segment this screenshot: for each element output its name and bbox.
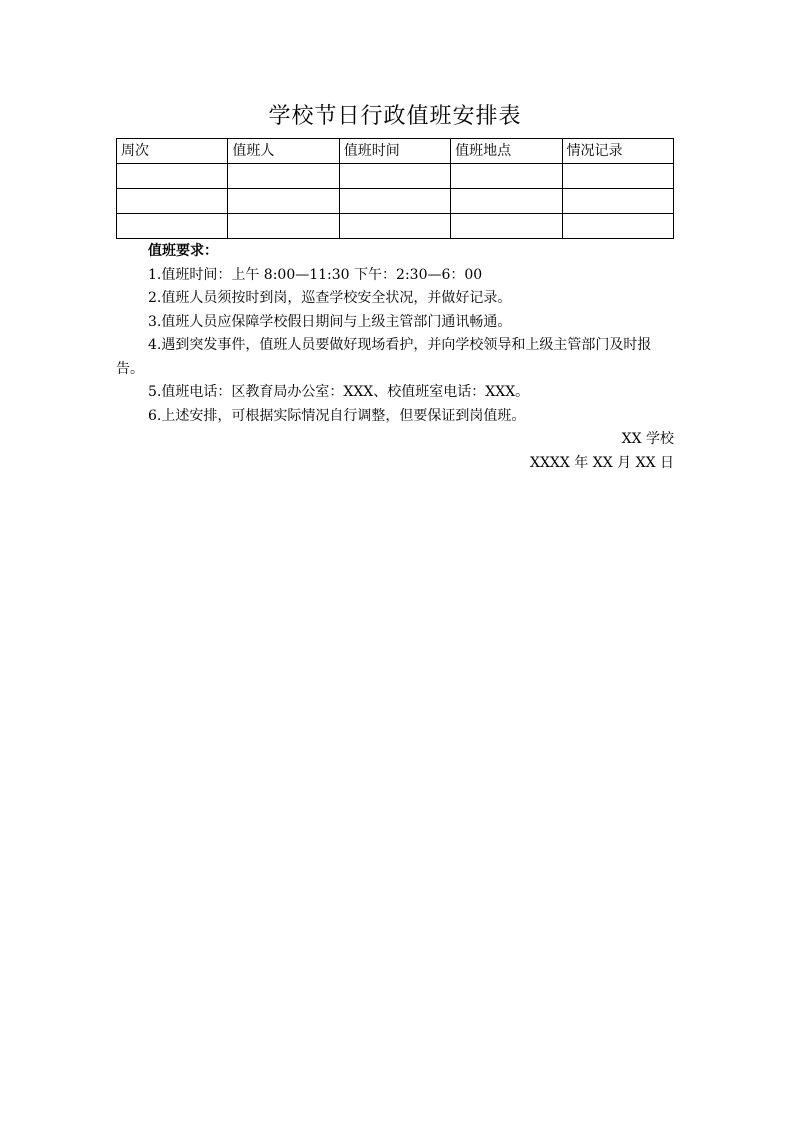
requirement-item: 6.上述安排，可根据实际情况自行调整，但要保证到岗值班。 xyxy=(148,407,526,424)
table-cell xyxy=(562,164,673,189)
column-header-week: 周次 xyxy=(117,139,228,164)
column-header-duty-person: 值班人 xyxy=(228,139,339,164)
table-cell xyxy=(117,189,228,214)
requirement-item: 3.值班人员应保障学校假日期间与上级主管部门通讯畅通。 xyxy=(148,313,512,330)
signature-school: XX 学校 xyxy=(621,431,674,447)
table-cell xyxy=(339,214,450,239)
document-title: 学校节日行政值班安排表 xyxy=(268,104,522,129)
table-header-row xyxy=(117,139,674,164)
table-cell xyxy=(451,164,562,189)
duty-requirements xyxy=(116,240,674,428)
column-header-duty-location: 值班地点 xyxy=(451,139,562,164)
requirement-item: 1.值班时间：上午 8:00—11:30 下午：2:30—6：00 xyxy=(148,266,483,283)
column-header-duty-time: 值班时间 xyxy=(339,139,450,164)
signature-date: XXXX 年 XX 月 XX 日 xyxy=(530,454,674,471)
table-cell xyxy=(117,214,228,239)
table-cell xyxy=(228,214,339,239)
table-row xyxy=(117,189,674,214)
table-cell xyxy=(117,164,228,189)
table-cell xyxy=(339,189,450,214)
column-header-record: 情况记录 xyxy=(562,139,673,164)
table-cell xyxy=(451,189,562,214)
requirement-item: 4.遇到突发事件，值班人员要做好现场看护，并向学校领导和上级主管部门及时报告。 xyxy=(116,337,652,377)
requirement-item: 5.值班电话：区教育局办公室：XXX、校值班室电话：XXX。 xyxy=(148,384,530,400)
table-cell xyxy=(339,164,450,189)
table-cell xyxy=(562,189,673,214)
requirements-heading: 值班要求： xyxy=(148,243,218,259)
table-cell xyxy=(562,214,673,239)
requirement-item: 2.值班人员须按时到岗，巡查学校安全状况，并做好记录。 xyxy=(148,290,512,306)
table-cell xyxy=(228,164,339,189)
table-cell xyxy=(228,189,339,214)
duty-schedule-table xyxy=(116,138,674,239)
table-cell xyxy=(451,214,562,239)
document-page xyxy=(116,100,674,475)
table-row xyxy=(117,164,674,189)
table-row xyxy=(117,214,674,239)
